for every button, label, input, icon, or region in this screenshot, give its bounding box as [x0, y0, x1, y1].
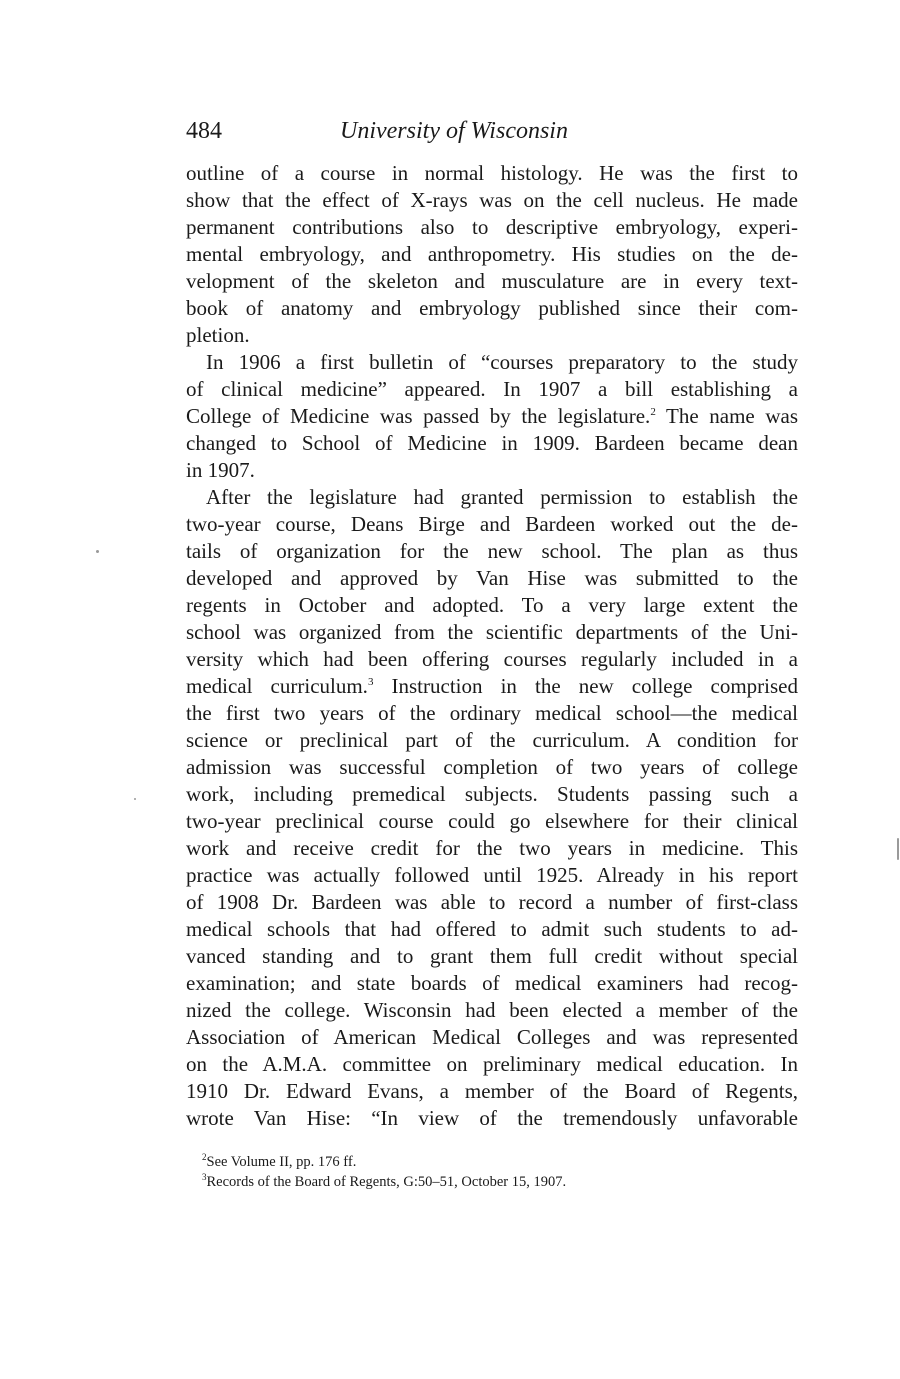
- line-text: The name was: [655, 404, 799, 428]
- text-line: mental embryology, and anthropometry. His studies on the de-: [186, 242, 798, 266]
- footnote-text: Records of the Board of Regents, G:50–51, October 15, 1907.: [206, 1174, 567, 1190]
- text-line: science or preclinical part of the curriculum. A condition for: [186, 728, 798, 752]
- text-line: pletion.: [186, 323, 250, 347]
- text-line: examination; and state boards of medical examiners had recog-: [186, 971, 798, 995]
- footnote-marker: 2: [202, 1152, 207, 1162]
- text-line: 1910 Dr. Edward Evans, a member of the Board of Regents,: [186, 1079, 798, 1103]
- text-line: medical schools that had offered to admit such students to ad-: [186, 917, 798, 941]
- text-line: permanent contributions also to descriptive embryology, experi-: [186, 215, 798, 239]
- text-line: regents in October and adopted. To a very large extent the: [186, 593, 798, 617]
- scan-speck: [134, 798, 136, 800]
- text-line: two-year course, Deans Birge and Bardeen worked out the de-: [186, 512, 798, 536]
- footnote-marker: 3: [202, 1172, 207, 1182]
- text-line: nized the college. Wisconsin had been elected a member of the: [186, 998, 798, 1022]
- text-line: velopment of the skeleton and musculature are in every text-: [186, 269, 798, 293]
- text-line: work and receive credit for the two years in medicine. This: [186, 836, 798, 860]
- running-head: [186, 114, 798, 150]
- text-line: school was organized from the scientific departments of the Uni-: [186, 620, 798, 644]
- text-line: After the legislature had granted permission to establish the: [206, 485, 798, 509]
- text-line: in 1907.: [186, 458, 255, 482]
- text-line: practice was actually followed until 1925. Already in his report: [186, 863, 798, 887]
- text-line: of clinical medicine” appeared. In 1907 a bill establishing a: [186, 377, 798, 401]
- scan-speck: [96, 550, 99, 553]
- footnote: [202, 1172, 762, 1192]
- text-line: [186, 403, 798, 430]
- text-line: vanced standing and to grant them full credit without special: [186, 944, 798, 968]
- text-line: book of anatomy and embryology published since their com-: [186, 296, 798, 320]
- text-line: [186, 673, 798, 700]
- text-line: versity which had been offering courses regularly included in a: [186, 647, 798, 671]
- text-line: two-year preclinical course could go elsewhere for their clinical: [186, 809, 798, 833]
- running-title: University of Wisconsin: [340, 118, 568, 144]
- text-line: Association of American Medical Colleges and was represented: [186, 1025, 798, 1049]
- footnote-reference: 2: [650, 406, 656, 418]
- footnote-text: See Volume II, pp. 176 ff.: [206, 1154, 357, 1170]
- text-line: of 1908 Dr. Bardeen was able to record a number of first-class: [186, 890, 798, 914]
- text-line: developed and approved by Van Hise was submitted to the: [186, 566, 798, 590]
- text-line: tails of organization for the new school. The plan as thus: [186, 539, 798, 563]
- footnotes: [202, 1152, 762, 1192]
- text-line: the first two years of the ordinary medical school—the medical: [186, 701, 798, 725]
- footnote: [202, 1152, 762, 1172]
- scan-speck: [897, 838, 899, 860]
- text-line: admission was successful completion of two years of college: [186, 755, 798, 779]
- line-text: College of Medicine was passed by the legislature.: [186, 404, 651, 428]
- body-text: [186, 160, 798, 1132]
- text-line: show that the effect of X-rays was on the cell nucleus. He made: [186, 188, 798, 212]
- text-line: on the A.M.A. committee on preliminary medical education. In: [186, 1052, 798, 1076]
- page-number: 484: [186, 118, 222, 144]
- text-line: outline of a course in normal histology. He was the first to: [186, 161, 798, 185]
- text-line: changed to School of Medicine in 1909. Bardeen became dean: [186, 431, 798, 455]
- text-line: In 1906 a first bulletin of “courses preparatory to the study: [206, 350, 798, 374]
- line-text: Instruction in the new college comprised: [373, 674, 798, 698]
- line-text: medical curriculum.: [186, 674, 368, 698]
- footnote-reference: 3: [367, 676, 374, 688]
- text-line: wrote Van Hise: “In view of the tremendously unfavorable: [186, 1106, 798, 1130]
- text-line: work, including premedical subjects. Students passing such a: [186, 782, 798, 806]
